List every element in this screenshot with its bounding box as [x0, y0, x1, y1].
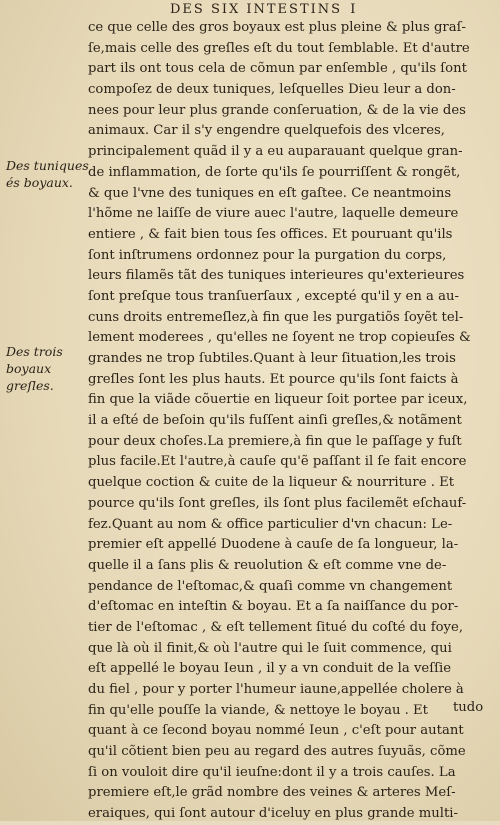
text-line: quant à ce ſecond boyau nommé Ieun , c'eſt pour autant: [88, 723, 464, 739]
text-line: quelle il a ſans plis & reuolution & eſt comme vne de-: [88, 557, 447, 573]
text-line: pendance de l'eſtomac,& quaſi comme vn changement: [88, 578, 453, 594]
text-line: fez.Quant au nom & office particulier d'vn chacun: Le-: [88, 516, 453, 532]
text-line: greſles ſont les plus hauts. Et pource qu'ils ſont faicts à: [88, 371, 459, 387]
page-signature: I: [350, 2, 358, 17]
text-line: grandes ne trop ſubtiles.Quant à leur ſituation,les trois: [88, 351, 456, 366]
text-line: plus facile.Et l'autre,à cauſe qu'ẽ paſſant il ſe fait encore: [88, 454, 467, 470]
text-line: nees pour leur plus grande conſeruation, & de la vie des: [88, 102, 466, 118]
margin-note-tuniques: [6, 157, 89, 191]
margin-note-line: Des trois: [6, 344, 63, 359]
text-line: animaux. Car il s'y engendre quelquefois des vlceres,: [88, 123, 445, 139]
body-text: [88, 18, 488, 825]
text-line: ſont inſtrumens ordonnez pour la purgation du corps,: [88, 247, 447, 263]
running-title: DES SIX INTESTINS: [170, 2, 343, 17]
catchword: tudo: [453, 700, 484, 715]
text-line: eſt appellé le boyau Ieun , il y a vn conduit de la veſſie: [88, 661, 451, 677]
text-line: pour deux choſes.La premiere,à fin que le paſſage y fuſt: [88, 433, 462, 449]
text-line: cuns droits entremeſlez,à fin que les purgatiõs ſoyẽt tel-: [88, 309, 464, 325]
text-line: quelque coction & cuite de la liqueur & nourriture . Et: [88, 475, 455, 491]
margin-note-trois-boyaux: [6, 343, 86, 394]
text-line: qu'il cõtient bien peu au regard des autres ſuyuãs, cõme: [88, 744, 466, 760]
text-line: pource qu'ils ſont greſles, ils ſont plus facilemẽt eſchauf-: [88, 495, 467, 511]
text-line: de inflammation, de ſorte qu'ils ſe pourriſſent & rongẽt,: [88, 164, 461, 180]
text-line: eraiques, qui ſont autour d'iceluy en plus grande multi-: [88, 806, 458, 822]
running-header: [170, 2, 390, 18]
text-line: ſont preſque tous tranſuerſaux , excepté qu'il y en a au-: [88, 288, 459, 304]
text-line: d'eſtomac en inteſtin & boyau. Et a ſa naiſſance du por-: [88, 599, 459, 615]
text-line: ſi on vouloit dire qu'il ieuſne:dont il y a trois cauſes. La: [88, 764, 456, 780]
text-line: l'hõme ne laiſſe de viure auec l'autre, laquelle demeure: [88, 206, 459, 222]
margin-note-line: és boyaux.: [6, 175, 73, 190]
text-line: entiere , & fait bien tous ſes offices. Et pouruant qu'ils: [88, 226, 453, 242]
text-line: fin qu'elle pouſſe la viande, & nettoye le boyau . Et: [88, 702, 428, 718]
text-line: il a eſté de beſoin qu'ils fuſſent ainſi greſles,& notãment: [88, 413, 462, 429]
text-line: du fiel , pour y porter l'humeur iaune,appellée cholere à: [88, 682, 464, 697]
text-line: premiere eſt,le grãd nombre des veines & arteres Meſ-: [88, 785, 456, 801]
text-line: fin que la viãde cõuertie en liqueur ſoit portee par iceux,: [88, 392, 468, 408]
text-line: que là où il finit,& où l'autre qui le ſuit commence, qui: [88, 640, 452, 656]
text-line: tier de l'eſtomac , & eſt tellement ſitué du coſté du foye,: [88, 619, 464, 635]
text-line: compoſez de deux tuniques, leſquelles Dieu leur a don-: [88, 82, 456, 98]
margin-note-line: boyaux: [6, 361, 52, 376]
text-line: ce que celle des gros boyaux est plus pleine & plus graſ-: [88, 20, 466, 35]
text-line: leurs filamẽs tãt des tuniques interieures qu'exterieures: [88, 268, 465, 284]
text-line: lement moderees , qu'elles ne ſoyent ne trop copieuſes &: [88, 330, 471, 346]
text-line: ſe,mais celle des greſles eſt du tout ſemblable. Et d'autre: [88, 40, 470, 56]
text-line: premier eſt appellé Duodene à cauſe de ſa longueur, la-: [88, 537, 459, 553]
text-line: & que l'vne des tuniques en eſt gaſtee. Ce neantmoins: [88, 185, 452, 201]
text-line: principalement quãd il y a eu auparauant quelque gran-: [88, 144, 463, 160]
margin-note-line: greſles.: [6, 378, 54, 393]
text-line: part ils ont tous cela de cõmun par enſemble , qu'ils ſont: [88, 61, 467, 77]
margin-note-line: Des tuniques: [6, 158, 89, 173]
